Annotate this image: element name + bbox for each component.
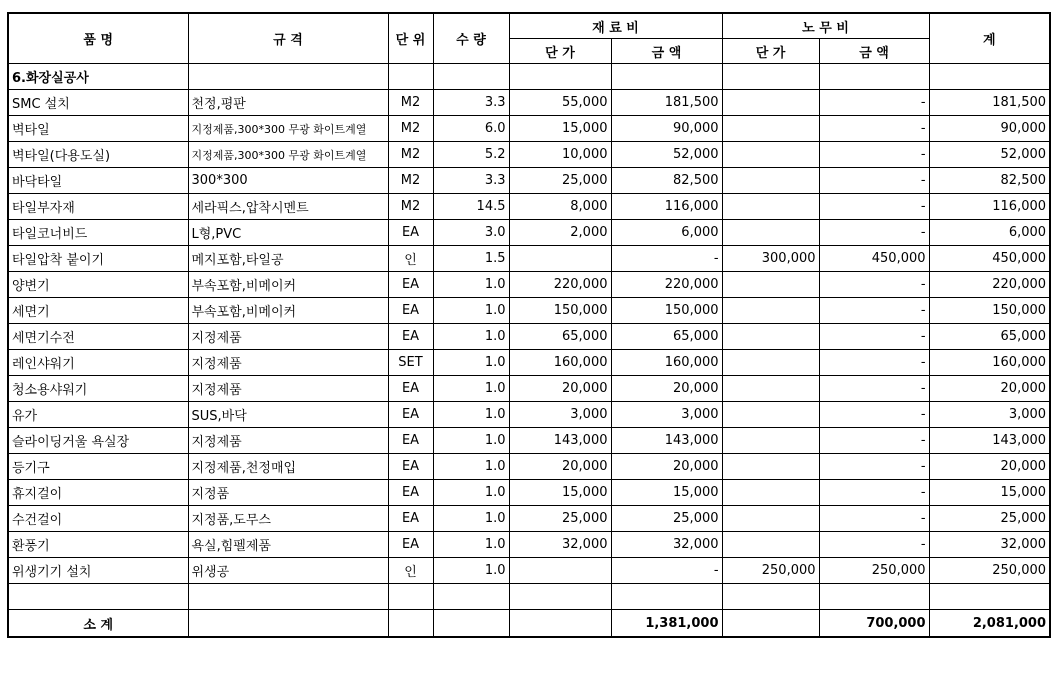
item-spec: 메지포함,타일공: [188, 246, 388, 272]
item-material-amount: 20,000: [611, 376, 722, 402]
table-row: [8, 194, 1050, 220]
item-labor-amount: -: [819, 428, 929, 454]
item-labor-amount: -: [819, 506, 929, 532]
table-row: [8, 142, 1050, 168]
item-material-amount: 82,500: [611, 168, 722, 194]
item-total: 3,000: [929, 402, 1050, 428]
item-labor-unit-price: [722, 324, 819, 350]
item-labor-amount: -: [819, 402, 929, 428]
item-material-amount: 32,000: [611, 532, 722, 558]
item-qty: 1.0: [433, 454, 509, 480]
item-labor-amount: -: [819, 142, 929, 168]
table-body: [8, 64, 1050, 610]
table-row: [8, 168, 1050, 194]
table-row: [8, 272, 1050, 298]
item-material-unit-price: [509, 558, 611, 584]
header-qty: 수 량: [433, 13, 509, 64]
item-total: 450,000: [929, 246, 1050, 272]
item-unit: SET: [388, 350, 433, 376]
item-name: 세면기: [8, 298, 188, 324]
item-material-unit-price: 25,000: [509, 506, 611, 532]
item-total: 20,000: [929, 376, 1050, 402]
item-labor-amount: -: [819, 376, 929, 402]
section-title: 6.화장실공사: [8, 64, 188, 90]
item-spec: 지정품: [188, 480, 388, 506]
table-row: [8, 220, 1050, 246]
item-qty: 1.0: [433, 506, 509, 532]
item-material-amount: 65,000: [611, 324, 722, 350]
item-spec: 욕실,힘펠제품: [188, 532, 388, 558]
item-labor-amount: -: [819, 298, 929, 324]
item-spec: 지정제품,300*300 무광 화이트계열: [188, 142, 388, 168]
table-row: [8, 454, 1050, 480]
item-unit: EA: [388, 298, 433, 324]
item-spec: 지정제품,300*300 무광 화이트계열: [188, 116, 388, 142]
item-material-unit-price: 3,000: [509, 402, 611, 428]
item-material-unit-price: 32,000: [509, 532, 611, 558]
item-labor-unit-price: [722, 428, 819, 454]
item-qty: 1.0: [433, 298, 509, 324]
item-spec: 세라픽스,압착시멘트: [188, 194, 388, 220]
item-qty: 14.5: [433, 194, 509, 220]
item-material-unit-price: 55,000: [509, 90, 611, 116]
item-labor-unit-price: [722, 480, 819, 506]
header-labor-amount: 금 액: [819, 39, 929, 64]
item-labor-unit-price: [722, 272, 819, 298]
item-material-amount: 143,000: [611, 428, 722, 454]
item-name: 바닥타일: [8, 168, 188, 194]
item-total: 90,000: [929, 116, 1050, 142]
item-material-amount: 20,000: [611, 454, 722, 480]
estimate-table: [7, 12, 1051, 638]
table-row: [8, 480, 1050, 506]
item-material-amount: 160,000: [611, 350, 722, 376]
item-name: 타일코너비드: [8, 220, 188, 246]
item-material-unit-price: 15,000: [509, 116, 611, 142]
item-total: 20,000: [929, 454, 1050, 480]
item-name: 위생기기 설치: [8, 558, 188, 584]
item-material-unit-price: 65,000: [509, 324, 611, 350]
item-qty: 1.0: [433, 376, 509, 402]
item-labor-unit-price: [722, 376, 819, 402]
item-unit: EA: [388, 402, 433, 428]
subtotal-labor-amount: 700,000: [819, 610, 929, 638]
item-unit: EA: [388, 480, 433, 506]
item-qty: 1.0: [433, 480, 509, 506]
item-spec: 부속포함,비메이커: [188, 272, 388, 298]
item-material-amount: 90,000: [611, 116, 722, 142]
item-unit: EA: [388, 532, 433, 558]
item-name: 환풍기: [8, 532, 188, 558]
item-spec: 부속포함,비메이커: [188, 298, 388, 324]
item-total: 52,000: [929, 142, 1050, 168]
item-labor-amount: -: [819, 480, 929, 506]
item-spec: 지정제품: [188, 350, 388, 376]
item-unit: M2: [388, 142, 433, 168]
item-spec: 천정,평판: [188, 90, 388, 116]
item-qty: 3.3: [433, 90, 509, 116]
item-labor-unit-price: [722, 142, 819, 168]
item-material-amount: 116,000: [611, 194, 722, 220]
item-name: 유가: [8, 402, 188, 428]
header-labor-unit-price: 단 가: [722, 39, 819, 64]
table-row: [8, 90, 1050, 116]
table-row: [8, 298, 1050, 324]
header-material-unit-price: 단 가: [509, 39, 611, 64]
item-qty: 3.3: [433, 168, 509, 194]
item-unit: 인: [388, 558, 433, 584]
item-labor-amount: -: [819, 454, 929, 480]
item-labor-unit-price: [722, 506, 819, 532]
table-row: [8, 402, 1050, 428]
item-labor-unit-price: [722, 298, 819, 324]
item-spec: SUS,바닥: [188, 402, 388, 428]
item-qty: 6.0: [433, 116, 509, 142]
item-labor-unit-price: [722, 532, 819, 558]
item-labor-unit-price: [722, 194, 819, 220]
item-spec: 위생공: [188, 558, 388, 584]
item-spec: 지정제품: [188, 376, 388, 402]
item-labor-unit-price: [722, 168, 819, 194]
item-labor-unit-price: [722, 350, 819, 376]
item-spec: 300*300: [188, 168, 388, 194]
item-material-amount: 220,000: [611, 272, 722, 298]
item-material-unit-price: 150,000: [509, 298, 611, 324]
item-labor-amount: -: [819, 220, 929, 246]
header-total: 계: [929, 13, 1050, 64]
item-labor-amount: -: [819, 168, 929, 194]
table-row: [8, 428, 1050, 454]
table-row: [8, 558, 1050, 584]
item-qty: 1.0: [433, 558, 509, 584]
table-row: [8, 324, 1050, 350]
item-material-amount: -: [611, 246, 722, 272]
subtotal-material-amount: 1,381,000: [611, 610, 722, 638]
subtotal-label: 소 계: [8, 610, 188, 638]
table-row: [8, 506, 1050, 532]
header-material-amount: 금 액: [611, 39, 722, 64]
item-spec: L형,PVC: [188, 220, 388, 246]
item-labor-amount: -: [819, 350, 929, 376]
item-material-unit-price: 8,000: [509, 194, 611, 220]
item-material-unit-price: 220,000: [509, 272, 611, 298]
item-labor-unit-price: 300,000: [722, 246, 819, 272]
item-name: 타일압착 붙이기: [8, 246, 188, 272]
item-material-amount: 15,000: [611, 480, 722, 506]
item-total: 25,000: [929, 506, 1050, 532]
item-name: 수건걸이: [8, 506, 188, 532]
item-name: 휴지걸이: [8, 480, 188, 506]
item-total: 250,000: [929, 558, 1050, 584]
item-qty: 3.0: [433, 220, 509, 246]
item-unit: EA: [388, 220, 433, 246]
item-qty: 1.5: [433, 246, 509, 272]
item-unit: EA: [388, 506, 433, 532]
item-material-amount: 181,500: [611, 90, 722, 116]
item-spec: 지정제품: [188, 324, 388, 350]
table-row: [8, 532, 1050, 558]
table-row: [8, 116, 1050, 142]
item-material-amount: 150,000: [611, 298, 722, 324]
header-spec: 규 격: [188, 13, 388, 64]
item-total: 150,000: [929, 298, 1050, 324]
item-name: 타일부자재: [8, 194, 188, 220]
item-qty: 1.0: [433, 350, 509, 376]
item-labor-amount: 450,000: [819, 246, 929, 272]
item-labor-amount: 250,000: [819, 558, 929, 584]
item-material-unit-price: 15,000: [509, 480, 611, 506]
item-labor-unit-price: [722, 220, 819, 246]
item-qty: 1.0: [433, 272, 509, 298]
item-material-unit-price: 25,000: [509, 168, 611, 194]
item-qty: 1.0: [433, 402, 509, 428]
item-name: 레인샤워기: [8, 350, 188, 376]
item-labor-unit-price: [722, 116, 819, 142]
header-labor: 노 무 비: [722, 13, 929, 39]
item-unit: M2: [388, 90, 433, 116]
item-unit: EA: [388, 454, 433, 480]
item-total: 116,000: [929, 194, 1050, 220]
subtotal-total: 2,081,000: [929, 610, 1050, 638]
item-total: 181,500: [929, 90, 1050, 116]
item-material-unit-price: 10,000: [509, 142, 611, 168]
item-unit: M2: [388, 116, 433, 142]
item-total: 15,000: [929, 480, 1050, 506]
item-unit: EA: [388, 324, 433, 350]
estimate-sheet: [7, 12, 1051, 638]
table-row: [8, 350, 1050, 376]
item-qty: 1.0: [433, 532, 509, 558]
item-name: 양변기: [8, 272, 188, 298]
item-material-amount: 52,000: [611, 142, 722, 168]
item-name: 벽타일: [8, 116, 188, 142]
item-qty: 1.0: [433, 428, 509, 454]
item-unit: M2: [388, 194, 433, 220]
item-labor-amount: -: [819, 116, 929, 142]
item-unit: EA: [388, 376, 433, 402]
item-name: SMC 설치: [8, 90, 188, 116]
item-material-unit-price: 160,000: [509, 350, 611, 376]
item-name: 슬라이딩거울 욕실장: [8, 428, 188, 454]
item-labor-amount: -: [819, 90, 929, 116]
item-labor-amount: -: [819, 194, 929, 220]
item-labor-unit-price: [722, 402, 819, 428]
item-material-unit-price: 143,000: [509, 428, 611, 454]
blank-row: [8, 584, 1050, 610]
item-spec: 지정품,도무스: [188, 506, 388, 532]
item-labor-unit-price: [722, 90, 819, 116]
item-total: 6,000: [929, 220, 1050, 246]
item-spec: 지정제품,천정매입: [188, 454, 388, 480]
item-unit: EA: [388, 428, 433, 454]
item-name: 세면기수전: [8, 324, 188, 350]
item-name: 벽타일(다용도실): [8, 142, 188, 168]
item-material-amount: 3,000: [611, 402, 722, 428]
item-material-unit-price: 2,000: [509, 220, 611, 246]
item-name: 등기구: [8, 454, 188, 480]
item-total: 65,000: [929, 324, 1050, 350]
item-material-unit-price: [509, 246, 611, 272]
item-total: 160,000: [929, 350, 1050, 376]
header-unit: 단 위: [388, 13, 433, 64]
item-total: 143,000: [929, 428, 1050, 454]
item-material-amount: 6,000: [611, 220, 722, 246]
item-labor-amount: -: [819, 272, 929, 298]
item-material-unit-price: 20,000: [509, 454, 611, 480]
subtotal-row: [8, 610, 1050, 638]
item-unit: EA: [388, 272, 433, 298]
table-row: [8, 376, 1050, 402]
item-labor-amount: -: [819, 324, 929, 350]
item-labor-unit-price: [722, 454, 819, 480]
item-material-amount: 25,000: [611, 506, 722, 532]
item-total: 32,000: [929, 532, 1050, 558]
item-qty: 5.2: [433, 142, 509, 168]
header-name: 품 명: [8, 13, 188, 64]
item-unit: M2: [388, 168, 433, 194]
section-row: [8, 64, 1050, 90]
item-labor-amount: -: [819, 532, 929, 558]
item-material-unit-price: 20,000: [509, 376, 611, 402]
item-unit: 인: [388, 246, 433, 272]
item-material-amount: -: [611, 558, 722, 584]
item-total: 220,000: [929, 272, 1050, 298]
item-total: 82,500: [929, 168, 1050, 194]
table-row: [8, 246, 1050, 272]
header-material: 재 료 비: [509, 13, 722, 39]
item-qty: 1.0: [433, 324, 509, 350]
item-name: 청소용샤워기: [8, 376, 188, 402]
item-spec: 지정제품: [188, 428, 388, 454]
item-labor-unit-price: 250,000: [722, 558, 819, 584]
